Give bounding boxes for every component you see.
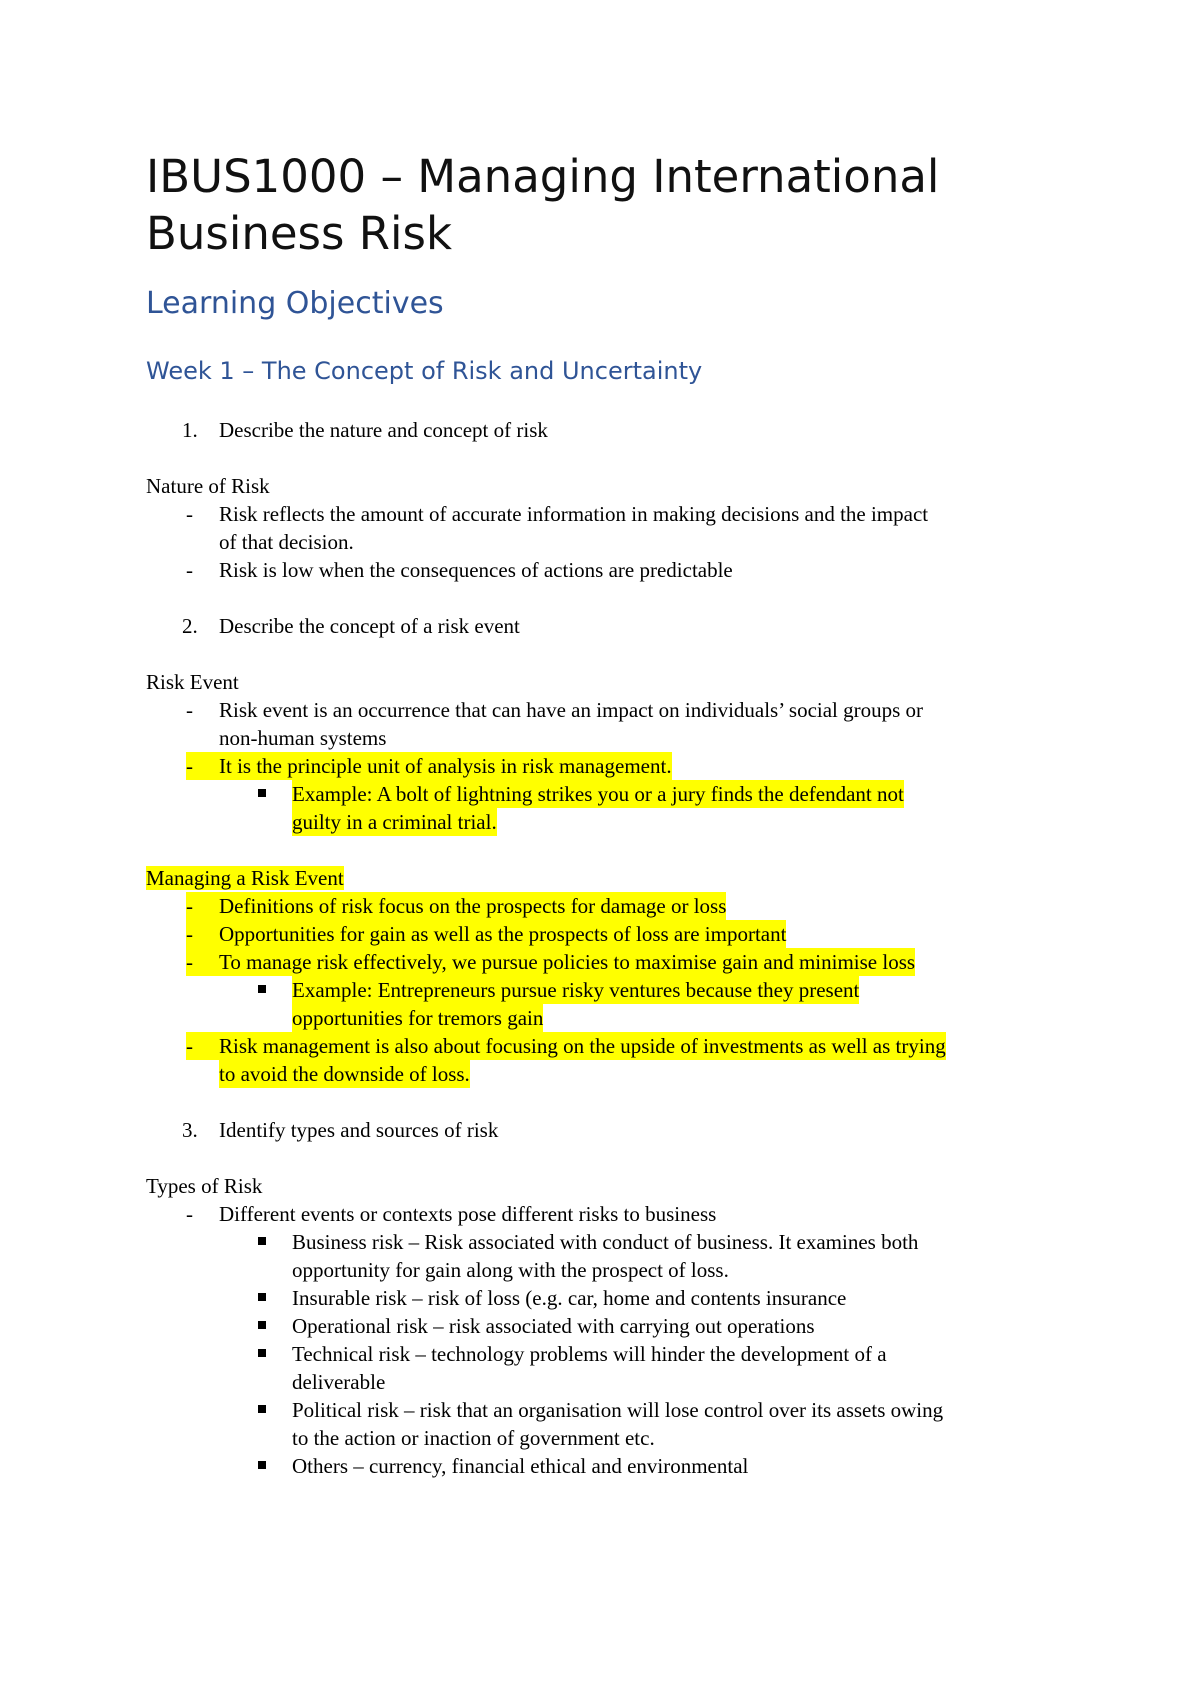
list-subitem: Operational risk – risk associated with carrying out operations xyxy=(146,1312,1076,1340)
list-item xyxy=(146,892,1076,920)
highlight-mark: - xyxy=(186,894,220,918)
highlight-mark: - xyxy=(186,922,220,946)
objective-item: 2. Describe the concept of a risk event xyxy=(182,614,520,638)
section-heading xyxy=(146,864,1076,892)
highlight-mark: - xyxy=(186,950,220,974)
list-item xyxy=(146,948,1076,976)
highlighted-text: Risk management is also about focusing on the upside of investments as well as trying xyxy=(219,1034,946,1058)
document-body xyxy=(146,416,1076,1480)
list-subitem xyxy=(146,780,1076,808)
list-item-continuation xyxy=(146,1060,1076,1088)
list-subitem: Political risk – risk that an organisation will lose control over its assets owing xyxy=(146,1396,1076,1424)
highlighted-text: Definitions of risk focus on the prospects for damage or loss xyxy=(219,894,727,918)
highlighted-text: Managing a Risk Event xyxy=(146,866,344,890)
list-subitem-continuation xyxy=(146,808,1076,836)
square-bullet-icon xyxy=(258,1293,266,1301)
list-subitem-continuation xyxy=(146,1004,1076,1032)
list-item-continuation: non-human systems xyxy=(219,726,387,750)
section-heading: Types of Risk xyxy=(146,1174,263,1198)
highlighted-text: Example: Entrepreneurs pursue risky ventures because they present xyxy=(292,978,860,1002)
highlighted-text: guilty in a criminal trial. xyxy=(292,810,497,834)
highlight-mark: - xyxy=(186,1034,220,1058)
list-item xyxy=(146,1032,1076,1060)
square-bullet-icon xyxy=(258,1321,266,1329)
list-item: - Different events or contexts pose different risks to business xyxy=(186,1202,717,1226)
list-subitem: Insurable risk – risk of loss (e.g. car, home and contents insurance xyxy=(146,1284,1076,1312)
square-bullet-icon xyxy=(258,1461,266,1469)
list-subitem-continuation: to the action or inaction of government etc. xyxy=(292,1426,655,1450)
highlighted-text: To manage risk effectively, we pursue policies to maximise gain and minimise loss xyxy=(219,950,916,974)
list-item: - Risk event is an occurrence that can have an impact on individuals’ social groups or xyxy=(186,698,924,722)
list-subitem-continuation: deliverable xyxy=(292,1370,386,1394)
list-item xyxy=(146,920,1076,948)
square-bullet-icon xyxy=(258,789,266,797)
square-bullet-icon xyxy=(258,1405,266,1413)
highlight-mark: - xyxy=(186,754,220,778)
highlighted-text: It is the principle unit of analysis in risk management. xyxy=(219,754,672,778)
list-subitem: Technical risk – technology problems will hinder the development of a xyxy=(146,1340,1076,1368)
section-heading: Nature of Risk xyxy=(146,474,270,498)
section-heading: Risk Event xyxy=(146,670,239,694)
square-bullet-icon xyxy=(258,1237,266,1245)
square-bullet-icon xyxy=(258,985,266,993)
highlighted-text: Opportunities for gain as well as the prospects of loss are important xyxy=(219,922,787,946)
list-subitem-continuation: opportunity for gain along with the prospect of loss. xyxy=(292,1258,729,1282)
list-subitem: Others – currency, financial ethical and environmental xyxy=(146,1452,1076,1480)
highlighted-text: opportunities for tremors gain xyxy=(292,1006,544,1030)
highlighted-text: to avoid the downside of loss. xyxy=(219,1062,470,1086)
objective-item: 1. Describe the nature and concept of risk xyxy=(182,418,548,442)
list-item xyxy=(146,752,1076,780)
list-subitem: Business risk – Risk associated with conduct of business. It examines both xyxy=(146,1228,1076,1256)
list-item-continuation: of that decision. xyxy=(219,530,354,554)
week-heading: Week 1 – The Concept of Risk and Uncertainty xyxy=(146,357,703,385)
square-bullet-icon xyxy=(258,1349,266,1357)
highlighted-text: Example: A bolt of lightning strikes you or a jury finds the defendant not xyxy=(292,782,904,806)
learning-objectives-heading: Learning Objectives xyxy=(146,286,444,321)
document-title: IBUS1000 – Managing International Business Risk xyxy=(146,150,940,260)
list-item: - Risk is low when the consequences of actions are predictable xyxy=(186,558,733,582)
list-subitem xyxy=(146,976,1076,1004)
objective-item: 3. Identify types and sources of risk xyxy=(182,1118,499,1142)
list-item: - Risk reflects the amount of accurate information in making decisions and the impact xyxy=(186,502,929,526)
